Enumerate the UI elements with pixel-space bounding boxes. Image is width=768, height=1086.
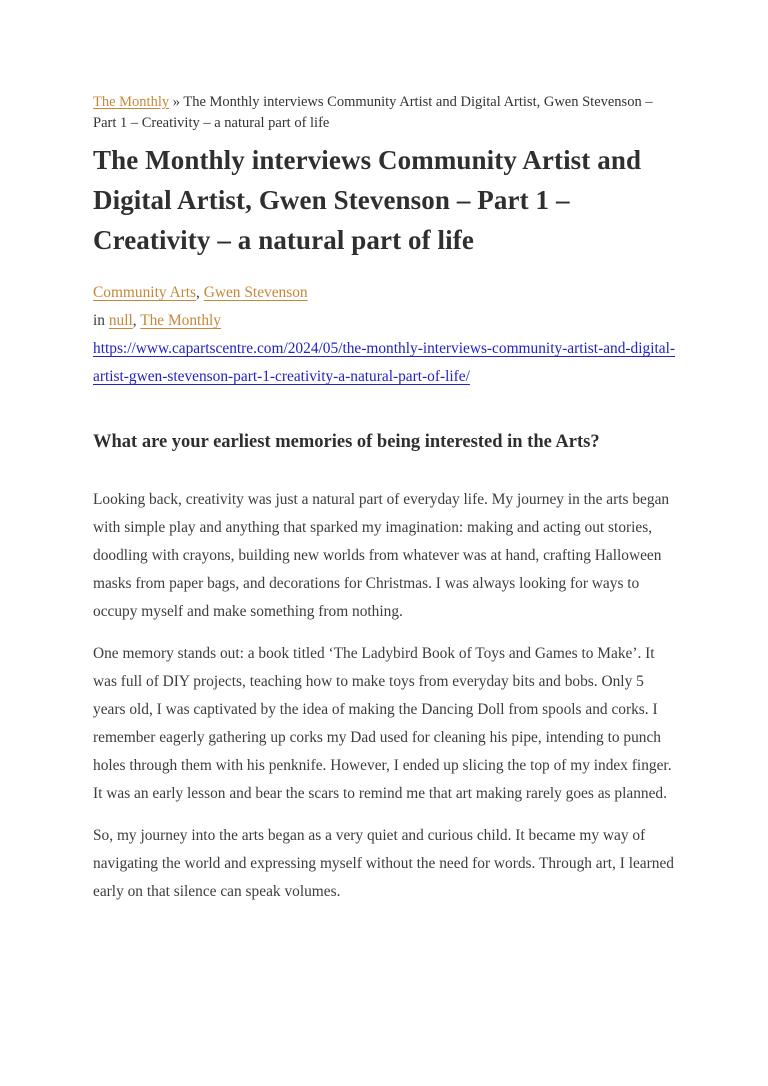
breadcrumb-current: The Monthly interviews Community Artist and Digital Artist, Gwen Stevenson – Part 1 – Creativity – a natural part of life	[93, 94, 653, 131]
breadcrumb-link-the-monthly[interactable]: The Monthly	[93, 94, 170, 110]
breadcrumb-separator: »	[169, 94, 184, 110]
paragraph-2: One memory stands out: a book titled ‘The Ladybird Book of Toys and Games to Make’. It was full of DIY projects, teaching how to make toys from everyday bits and bobs. Only 5 years old, I was captivated by the idea of making the Dancing Doll from spools and corks. I remember eagerly gathering up corks my Dad used for cleaning his pipe, intending to punch holes through them with his penknife. However, I ended up slicing the top of my index finger. It was an early lesson and bear the scars to remind me that art making rarely goes as planned.	[93, 645, 672, 802]
breadcrumb	[93, 92, 677, 134]
article-meta	[93, 279, 677, 391]
categories-row	[93, 307, 677, 335]
section-heading: What are your earliest memories of being interested in the Arts?	[93, 432, 600, 452]
tag-link-gwen-stevenson[interactable]: Gwen Stevenson	[203, 284, 308, 301]
category-link-null[interactable]: null	[108, 312, 133, 329]
tags-row	[93, 279, 677, 307]
category-link-the-monthly[interactable]: The Monthly	[140, 312, 221, 329]
source-url-link[interactable]: https://www.capartscentre.com/2024/05/the-monthly-interviews-community-artist-and-digital-artist-gwen-stevenson-part-1-creativity-a-natural-part-of-life/	[93, 340, 675, 385]
tag-link-community-arts[interactable]: Community Arts	[93, 284, 197, 301]
tag-separator: ,	[196, 284, 204, 301]
article-body	[93, 486, 677, 906]
page-title: The Monthly interviews Community Artist and Digital Artist, Gwen Stevenson – Part 1 – Creativity – a natural part of life	[93, 145, 642, 255]
paragraph-1: Looking back, creativity was just a natural part of everyday life. My journey in the arts began with simple play and anything that sparked my imagination: making and acting out stories, doodling with crayons, building new worlds from whatever was at hand, crafting Halloween masks from paper bags, and decorations for Christmas. I was always looking for ways to occupy myself and make something from nothing.	[93, 491, 670, 620]
category-separator: ,	[132, 312, 141, 329]
category-prefix: in	[93, 312, 109, 329]
paragraph-3: So, my journey into the arts began as a very quiet and curious child. It became my way of navigating the world and expressing myself without the need for words. Through art, I learned early on that silence can speak volumes.	[93, 827, 674, 900]
source-url-row	[93, 335, 677, 391]
